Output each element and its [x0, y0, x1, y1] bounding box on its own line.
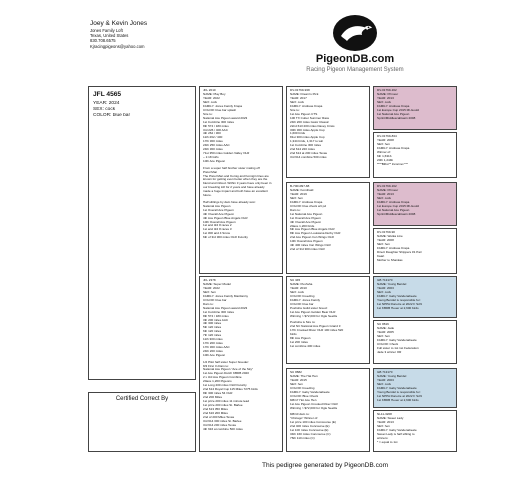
pedigree-line: SEX: hen	[377, 242, 390, 246]
pedigree-line: NAME: Play Boy	[203, 92, 226, 96]
pedigree-line: 20ace 1,200 birds	[290, 224, 315, 228]
pedigree-line: DV-01769-90	[377, 231, 395, 234]
pedigree-line: 30th 300 miles Apple Cup	[290, 128, 325, 132]
pedigree-line: SEX: cock	[377, 196, 392, 200]
pedigree-line: YEAR: 2010	[290, 286, 307, 290]
owner-location: Texas, United States	[90, 33, 129, 38]
pedigree-line: DV-01769-834	[377, 135, 397, 138]
pedigree-line: FAMILY: Andreas Krapa	[377, 146, 410, 150]
pedigree-line: 2 x 3rd Ace Pigeon Combine	[203, 376, 242, 380]
pedigree-line: future.	[203, 194, 212, 198]
pedigree-line: NAME: Young Bendel	[377, 282, 407, 286]
pedigree-line: NAME: Dream's Pick	[290, 92, 319, 96]
pedigree-line: Winning > $72,000 for Ogle Seetlis	[290, 406, 338, 410]
pedigree-line: Sweet Lady is half sibling to	[377, 432, 415, 436]
pedigree-line: DV-01769-162	[377, 185, 397, 188]
subject-ring-number: JFL 4565	[93, 91, 122, 98]
pedigree-line: 2nd 616 200 Miles	[203, 411, 228, 415]
pedigree-line: NAME: Wetka Line	[377, 234, 403, 238]
pedigree-line: 1st Long 200 miles OLR Futurity	[203, 384, 247, 388]
pedigree-line: YEAR: 2017	[290, 96, 307, 100]
pedigree-line: National Ace Pigeon	[203, 204, 231, 208]
pedigree-line: 8th 574 / 180 miles	[203, 124, 229, 128]
pedigree-line: COLOR: blue check w/t pd	[290, 204, 327, 208]
pedigree-line: 1,344 birds, 1,317 to win	[290, 140, 324, 144]
pedigree-line: National Ace Pigeon "Ace of the Sky"	[203, 368, 254, 372]
pedigree-line: 4th 300 miles	[203, 322, 222, 326]
pedigree-line: FAMILY: Andreas Krapa	[290, 104, 323, 108]
pedigree-line: 2nd 200 Miles	[203, 396, 222, 400]
pedigree-line: FAMILY: Jones Family Mazdanny	[203, 294, 248, 298]
pedigree-line: FAMILY: Gaby Vandenabeele	[377, 294, 417, 298]
pedigree-line: 1st 100 miles Concourse (E)	[290, 428, 329, 432]
pedigree-line: Sire to:	[290, 108, 300, 112]
owner-loft: Jones Family Loft	[90, 27, 123, 33]
pedigree-line: FAMILY: Jones Family	[290, 298, 321, 302]
pedigree-line: 20ace 1,200 Pigeons	[203, 380, 232, 384]
pedigree-line: 11th 300 miles	[203, 338, 223, 342]
pedigree-line: our breeding loft for 2 years and have already	[203, 186, 265, 190]
subject-pigeon-card	[88, 86, 196, 380]
pedigree-line: COLOR: breeding	[290, 294, 315, 298]
pedigree-line: made a huge impact and both have an excellent	[203, 190, 268, 194]
pedigree-line: SEX: hen	[377, 334, 390, 338]
grandsire-maternal-card	[286, 276, 370, 364]
pedigree-line: YEAR: 2013	[377, 96, 394, 100]
pedigree-line: 100 TX Cutter Summer Race	[290, 116, 330, 120]
pedigree-line: 20th 1,244b	[377, 158, 394, 162]
great-grandparent-card	[373, 410, 457, 452]
pedigree-line: NAME: Sweet Lady	[377, 416, 404, 420]
pedigree-line: YEAR: 2003	[377, 286, 394, 290]
pedigree-line: 1st National Ace Pigeon	[377, 112, 410, 116]
pedigree-line: 1,600 birds	[290, 132, 306, 136]
brand-tagline: Racing Pigeon Management System	[306, 67, 404, 73]
pedigree-line: DV-01769-938	[290, 89, 310, 92]
pedigree-line: YEAR: 2008	[377, 238, 394, 242]
pedigree-line: 10th Ace Pigeon	[203, 160, 226, 164]
subject-sex: SEX: cock	[93, 107, 116, 113]
pedigree-line: YEAR: 2019	[290, 192, 307, 196]
pedigree-line: Dam to:	[203, 302, 214, 306]
pedigree-line: FAMILY: Andreas Krapa	[377, 104, 410, 108]
pedigree-line: 2nd of 200 Miles Texas	[203, 415, 235, 419]
pedigree-line: ****Bilbo** Inconnet ***	[377, 162, 408, 166]
pedigree-line: 11th 262 / 400	[203, 136, 223, 140]
pedigree-line: 17th Crooked River OLR 100 miles 520	[290, 328, 344, 332]
pedigree-line: 1st Ace Pigeon Golden Bear OLR	[290, 310, 336, 314]
pedigree-line: birds	[290, 332, 297, 336]
pedigree-line: 1st Overall Ace Pigeon	[203, 208, 234, 212]
pedigree-line: 2nd 400 miles Concourse (E)	[290, 424, 330, 428]
great-grandparent-card	[373, 132, 457, 178]
pedigree-line: SEX: hen	[377, 142, 390, 146]
pedigree-line: 1st Europe Cup 2015 Ml-Gould	[377, 204, 420, 208]
pedigree-line: 3rd 614 300 miles St. Barlee	[203, 419, 242, 423]
pedigree-line: SEX: hen	[290, 382, 303, 386]
pedigree-line: 1st National Ace Pigeon	[377, 208, 410, 212]
pedigree-line: ~ 1:18 Girls	[203, 156, 219, 160]
pedigree-line: 3rd 226 / 400 AAC	[203, 128, 228, 132]
pedigree-line: DV-01769-162	[377, 89, 397, 92]
pedigree-line: SU 345	[290, 279, 301, 282]
pedigree-line: Pushsha is Sire to:	[290, 321, 316, 325]
pedigree-line: Sprint/Middlescabtasin 2008	[377, 212, 416, 216]
pedigree-line: 6th of 3rd 300 miles OLR Futurity	[203, 236, 248, 240]
pedigree-line: Jade 3 winner OR	[377, 350, 402, 354]
pedigree-line: YEAR: 2015	[290, 378, 307, 382]
pedigree-line: NAME: Primeur	[377, 92, 399, 96]
great-grandparent-card	[373, 276, 457, 318]
pedigree-line: 4th 262 / 300	[203, 132, 221, 136]
pedigree-line: FAMILY: Andreas Krapa	[377, 246, 410, 250]
pedigree-line: 4th Overall Ace Pigeon	[203, 212, 234, 216]
pedigree-line: 3rd 614 combine 500 miles	[290, 156, 327, 160]
pedigree-line: YEAR: 2013	[377, 420, 394, 424]
pedigree-line: FAMILY: Gaby Vandenabeele	[377, 386, 417, 390]
brand-name: PigeonDB.com	[315, 53, 395, 65]
pedigree-line: JFL 2010	[203, 89, 216, 92]
pedigree-line: National Ace Pigeon award 2023	[203, 116, 248, 120]
granddam-maternal-card	[286, 368, 370, 452]
pedigree-line: 1st prize 200 miles St. Barlee	[203, 404, 243, 408]
pedigree-line: 1st Europe Cup 2015 Ml-Gould	[377, 108, 420, 112]
pedigree-line: NL11-3208	[377, 413, 392, 416]
pedigree-line: 76th 110 miles (C)	[290, 436, 315, 440]
pedigree-line: 1st combine 400 miles	[290, 344, 321, 348]
pedigree-line: 1st and 3rd 8 races 3	[203, 228, 232, 232]
pedigree-line: SEX: cock	[203, 100, 218, 104]
subject-color: COLOR: blue bar	[93, 113, 131, 119]
pedigree-line: 17th 300 miles AAC	[203, 346, 230, 350]
pedigree-line: 34th 160 miles Concourse (C)	[290, 432, 331, 436]
sire-card	[199, 86, 283, 274]
pedigree-line: COLOR: Blue Check	[290, 394, 319, 398]
pedigree-line: NAME: Komihatd	[290, 188, 314, 192]
pedigree-line: 8/8/10 dam to:	[290, 413, 310, 417]
pedigree-line: From a super half brother sister mating off	[203, 166, 260, 170]
great-grandparent-card	[373, 182, 457, 226]
pedigree-line: Pushsha Guild sister breed:	[290, 306, 328, 310]
pedigree-line: blend and inbred. Within 3 years have only been in	[203, 182, 272, 186]
pedigree-line: 2nd 614 at 200 miles Texas	[290, 152, 328, 156]
pedigree-line: 1st Combine 300 miles	[290, 144, 321, 148]
pedigree-line: COLOR: breeding	[290, 386, 315, 390]
pedigree-line: 1st 300 and 4 Snow	[203, 232, 230, 236]
pedigree-line: 2nd NC National Ace Pigeon Grand 3	[290, 324, 341, 328]
granddam-paternal-card	[286, 182, 370, 274]
owner-email: Kjracingpigeons@yahoo.com	[90, 43, 145, 49]
pedigree-line: 8th 574 / 180 miles	[203, 314, 229, 318]
pedigree-line: 1st Ace Pigeon Crooked River OLR	[290, 402, 338, 406]
pedigree-line: 6th 120 miles	[203, 330, 222, 334]
pedigree-line: FAMILY: Andreas Krapa	[377, 200, 410, 204]
pedigree-line: 1st Overall Ace Pigeon	[290, 216, 321, 220]
pedigree-line: 81st 300 miles Apple Cup	[290, 136, 325, 140]
pedigree-line: YEAR: 2003	[377, 378, 394, 382]
owner-info	[90, 20, 147, 49]
pedigree-line: GB 713170	[377, 371, 393, 374]
pedigree-line: Winner of:	[377, 150, 391, 154]
certified-label: Certified Correct By	[115, 396, 169, 402]
pedigree-line: 24th 200 miles Gator Classic	[290, 120, 329, 124]
pedigree-line: Sire to:	[203, 112, 213, 116]
pedigree-line: 10th Overall Ace Pigeon	[290, 240, 323, 244]
pedigree-line: FAMILY: Gaby Vandenabeele	[377, 428, 417, 432]
pedigree-line: FAMILY: Gaby Vandenabeele	[377, 338, 417, 342]
great-grandparent-card	[373, 228, 457, 274]
pedigree-line: 8th Ace Pigeon Louisiana Derby OLR	[290, 232, 341, 236]
great-grandparent-card	[373, 320, 457, 364]
pedigree-line: COLOR: blue bar	[290, 302, 314, 306]
pedigree-line: NAME: Pushsha	[290, 282, 313, 286]
owner-phone: 830.708.6575	[90, 38, 116, 44]
pedigree-line: 8th 300 miles 54 OLR	[203, 392, 233, 396]
pedigree-line: YEAR: 2005	[377, 330, 394, 334]
pedigree-line: 6th 1,631b	[377, 154, 392, 158]
pedigree-line: 17th 300 miles	[203, 140, 223, 144]
pedigree-line: 4th Overall Ace Pigeon	[290, 220, 321, 224]
pedigree-line: NAME: The Hat Hen	[290, 374, 318, 378]
pedigree-line: YEAR: 2013	[377, 192, 394, 196]
pedigree-line: 1st Ace Pigeon CTS	[290, 112, 318, 116]
pedigree-line: 1st National Ace Pigeon	[290, 212, 323, 216]
pedigree-line: Half siblings by dam have already won:	[203, 200, 256, 204]
pedigree-line: SEX: cock	[377, 382, 392, 386]
pedigree-line: 71st 350 miles Golden Valley OLR	[203, 152, 250, 156]
footer-generated-by: This pedigree generated by PigeonDB.com	[262, 462, 389, 469]
pedigree-line: 1st KBDB Heuer at 2,600 birds	[377, 306, 419, 310]
pedigree-line: FAMILY: Andreas Krapa	[290, 200, 323, 204]
pedigree-line: 6th Ace Pigeon Blue Angels OLR	[290, 228, 335, 232]
pedigree-line: Direct Daughter Shippers #1 Pair	[377, 250, 422, 254]
pedigree-line: YEAR: 2022	[203, 286, 220, 290]
pedigree-line: 4th Ace Pigeon Blue Angels OLR	[203, 216, 248, 220]
pedigree-line: 4th 616 at combine 500 miles	[203, 427, 243, 431]
pedigree-line: 1st 200 miles	[290, 340, 308, 344]
pedigree-line: 2nd of 3rd 300 miles OLR	[290, 248, 325, 252]
pedigree-line: National Ace Pigeon award 2023	[203, 306, 248, 310]
pedigree-line: 8th Ace Pigeon	[290, 336, 311, 340]
pedigree-line: "Chicago" Winner of:	[290, 416, 319, 420]
pedigree-line: 10th Ace Pigeon	[203, 354, 226, 358]
pedigree-line: 1st Ace Pigeon Dutch KBDB 2020	[203, 372, 249, 376]
pedigree-line: SEX: cock	[290, 100, 305, 104]
pedigree-line: Pistol Man	[203, 170, 218, 174]
pedigree-line: SU 8816	[377, 323, 389, 326]
pedigree-line: SEX: cock	[377, 100, 392, 104]
pedigree-line: 24th 250 miles AAC	[203, 144, 230, 148]
pedigree-line: 1/2 Pilot half sister Super breeder:	[203, 360, 250, 364]
pedigree-line: FAMILY: Jones Family Krapa	[203, 104, 243, 108]
pedigree-line: * = equal to 1st	[377, 440, 398, 444]
pedigree-line: 3rd 614 200 miles Texas	[203, 423, 236, 427]
great-grandparent-card	[373, 86, 457, 130]
pedigree-line: 10th Overall Ace Pigeon	[203, 220, 236, 224]
pedigree-line: SEX: cock	[290, 290, 305, 294]
pedigree-line: 17th 200 miles	[203, 342, 223, 346]
pedigree-line: Young Bendel is responsible for:	[377, 298, 421, 302]
pedigree-line: 2nd 614 Royal Cup 115 Miles 7275 birds	[203, 388, 258, 392]
pedigree-line: 22nd 613 200 miles Davey Crisis	[290, 124, 335, 128]
pedigree-line: 1st NPPA Ronetre at 2022 F Schl	[377, 302, 422, 306]
pedigree-line: B-7001097-88	[290, 185, 310, 188]
pedigree-line: 1st prize 100 miles Concourse (E)	[290, 420, 336, 424]
pedigree-line: Dam to:	[290, 208, 301, 212]
brand-logo	[285, 14, 425, 76]
pedigree-line: known for getting even better when they are the	[203, 178, 268, 182]
pedigree-line: 5th 120 miles	[203, 326, 222, 330]
pedigree-line: Mother to Shankas	[377, 258, 403, 262]
pedigree-line: COLOR: Check	[377, 342, 399, 346]
pedigree-line: GB 713170	[377, 279, 393, 282]
pedigree-line: 3th 200 miles AAC	[203, 318, 229, 322]
pedigree-line: JFL 2378	[203, 279, 216, 282]
pedigree-line: Winning > $72,000 for Ogle Seetlis	[290, 314, 338, 318]
pedigree-line: 2nd 614 220 miles	[290, 148, 315, 152]
pedigree-line: 24th 300 miles	[203, 148, 223, 152]
pedigree-line: 7th 120 miles	[203, 334, 222, 338]
pedigree-line: COLOR: blue bar splash	[203, 108, 237, 112]
pedigree-line: NAME: Primeur	[377, 188, 399, 192]
great-grandparent-card	[373, 368, 457, 408]
pedigree-line: NAME: Jade	[377, 326, 395, 330]
pedigree-line: Sprint/Middlescabtasin 2008	[377, 116, 416, 120]
pedigree-line: YEAR: 2022	[203, 96, 220, 100]
pedigree-line: The Pistol Man and Komig and Komigin lines are	[203, 174, 269, 178]
grandsire-paternal-card	[286, 86, 370, 178]
pedigree-line: NAME: Young Bendel	[377, 374, 407, 378]
pedigree-line: Young Bendel is responsible for:	[377, 390, 421, 394]
pedigree-line: 1st prize 200 miles 11 minute lead	[203, 400, 250, 404]
pedigree-line: 1st KBDB Heuer at 2,600 birds	[377, 398, 419, 402]
pedigree-line: 1st Combine 300 miles	[203, 120, 234, 124]
certified-box	[88, 392, 196, 452]
pedigree-line: SEX: cock	[377, 290, 392, 294]
subject-year: YEAR: 2024	[93, 101, 120, 106]
pedigree-line: Full sister to 1st 1st Federation	[377, 346, 419, 350]
owner-name: Joey & Kevin Jones	[90, 20, 148, 27]
pedigree-line: SEX: hen	[203, 290, 216, 294]
pigeon-logo-icon	[331, 14, 379, 52]
pedigree-line: YEAR: 2008	[377, 138, 394, 142]
pedigree-line: SU 8882	[290, 371, 302, 374]
pedigree-line: Kaart	[377, 254, 385, 258]
pedigree-line: 2nd Ace Pigeon Iron Wings OLR	[290, 236, 334, 240]
pedigree-line: 24th 200 miles	[203, 350, 223, 354]
pedigree-line: FAMILY: Gaby Vandenabeele	[290, 390, 330, 394]
pedigree-line: 1st and 3rd 8 races 2	[203, 224, 232, 228]
pedigree-line: 4th 400 miles Iron Wings OLR	[290, 244, 331, 248]
dam-card	[199, 276, 283, 452]
pedigree-line: SEX: hen	[377, 424, 390, 428]
pedigree-line: SEX: hen	[290, 196, 303, 200]
pedigree-line: 2nd 613 350 Miles	[203, 408, 228, 411]
pedigree-line: 1st Combine 300 miles	[203, 310, 234, 314]
pedigree-line: winners:	[377, 436, 389, 440]
pedigree-line: 8/3 First In Dam to:	[203, 364, 229, 368]
pedigree-line: COLOR: blue bar	[203, 298, 227, 302]
pedigree-line: NAME: Super Model	[203, 282, 231, 286]
pedigree-line: 8/8/17 Hot Ace Hen	[290, 398, 317, 402]
pedigree-line: 1st NPPA Ronetre at 2022 F Schl	[377, 394, 422, 398]
